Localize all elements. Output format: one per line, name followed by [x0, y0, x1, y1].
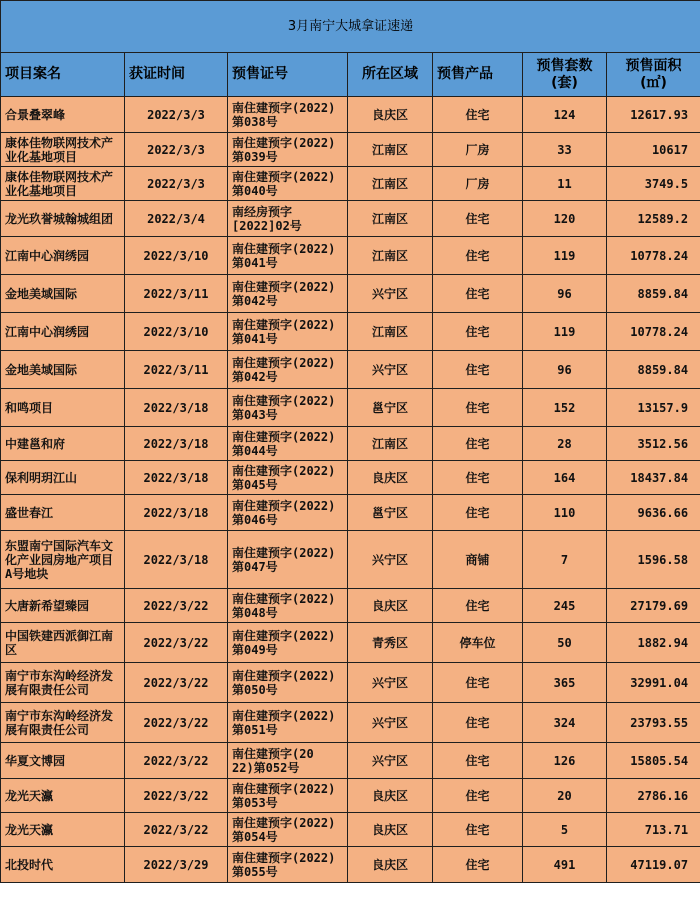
cell-district: 江南区	[348, 133, 433, 167]
cell-permit-date: 2022/3/18	[125, 495, 228, 531]
cell-area: 713.71	[607, 813, 700, 847]
cell-product-type: 住宅	[433, 779, 523, 813]
table-row	[1, 623, 700, 663]
cell-permit-number: 南住建预字(2022) 第051号	[228, 703, 348, 743]
table-row	[1, 97, 700, 133]
cell-product-type: 住宅	[433, 461, 523, 495]
cell-permit-date: 2022/3/18	[125, 461, 228, 495]
table-row	[1, 813, 700, 847]
cell-area: 3512.56	[607, 427, 700, 461]
cell-area: 9636.66	[607, 495, 700, 531]
cell-district: 江南区	[348, 201, 433, 237]
cell-project-name: 北投时代	[1, 847, 125, 883]
cell-project-name: 合景叠翠峰	[1, 97, 125, 133]
cell-project-name: 龙光天瀛	[1, 779, 125, 813]
cell-area: 27179.69	[607, 589, 700, 623]
cell-area: 10778.24	[607, 313, 700, 351]
cell-district: 良庆区	[348, 461, 433, 495]
cell-permit-number: 南住建预字(2022) 第039号	[228, 133, 348, 167]
cell-district: 兴宁区	[348, 663, 433, 703]
header-permit-date: 获证时间	[125, 53, 228, 97]
cell-unit-count: 124	[523, 97, 607, 133]
cell-project-name: 康体佳物联网技术产业化基地项目	[1, 133, 125, 167]
cell-permit-date: 2022/3/18	[125, 427, 228, 461]
cell-area: 18437.84	[607, 461, 700, 495]
table-title: 3月南宁大城拿证速递	[1, 1, 700, 53]
cell-product-type: 住宅	[433, 663, 523, 703]
cell-permit-number: 南住建预字(2022) 第040号	[228, 167, 348, 201]
cell-project-name: 和鸣项目	[1, 389, 125, 427]
cell-district: 青秀区	[348, 623, 433, 663]
cell-district: 兴宁区	[348, 351, 433, 389]
cell-unit-count: 11	[523, 167, 607, 201]
table-row	[1, 351, 700, 389]
cell-district: 江南区	[348, 167, 433, 201]
cell-permit-date: 2022/3/10	[125, 237, 228, 275]
cell-product-type: 住宅	[433, 743, 523, 779]
cell-area: 13157.9	[607, 389, 700, 427]
cell-project-name: 龙光天瀛	[1, 813, 125, 847]
cell-area: 10778.24	[607, 237, 700, 275]
cell-district: 良庆区	[348, 813, 433, 847]
cell-product-type: 厂房	[433, 167, 523, 201]
cell-permit-date: 2022/3/18	[125, 531, 228, 589]
table-row	[1, 275, 700, 313]
table-row	[1, 427, 700, 461]
cell-area: 2786.16	[607, 779, 700, 813]
cell-permit-date: 2022/3/18	[125, 389, 228, 427]
cell-district: 良庆区	[348, 589, 433, 623]
cell-permit-number: 南住建预字(2022) 第050号	[228, 663, 348, 703]
cell-district: 邕宁区	[348, 389, 433, 427]
cell-product-type: 住宅	[433, 589, 523, 623]
cell-permit-number: 南住建预字(2022) 第038号	[228, 97, 348, 133]
cell-project-name: 保利明玥江山	[1, 461, 125, 495]
cell-district: 兴宁区	[348, 743, 433, 779]
cell-unit-count: 120	[523, 201, 607, 237]
cell-area: 12617.93	[607, 97, 700, 133]
header-permit-number: 预售证号	[228, 53, 348, 97]
cell-area: 23793.55	[607, 703, 700, 743]
cell-unit-count: 245	[523, 589, 607, 623]
cell-permit-number: 南住建预字(2022) 第047号	[228, 531, 348, 589]
table-row	[1, 237, 700, 275]
cell-district: 良庆区	[348, 847, 433, 883]
cell-product-type: 厂房	[433, 133, 523, 167]
cell-project-name: 江南中心润绣园	[1, 237, 125, 275]
cell-unit-count: 110	[523, 495, 607, 531]
cell-area: 8859.84	[607, 275, 700, 313]
table-row	[1, 703, 700, 743]
table-row	[1, 133, 700, 167]
cell-permit-number: 南经房预字 [2022]02号	[228, 201, 348, 237]
cell-product-type: 停车位	[433, 623, 523, 663]
header-product-type: 预售产品	[433, 53, 523, 97]
table-row	[1, 847, 700, 883]
cell-product-type: 住宅	[433, 495, 523, 531]
table-title-row	[1, 1, 700, 53]
cell-unit-count: 33	[523, 133, 607, 167]
cell-product-type: 住宅	[433, 389, 523, 427]
cell-permit-date: 2022/3/3	[125, 167, 228, 201]
cell-permit-date: 2022/3/11	[125, 275, 228, 313]
cell-permit-date: 2022/3/22	[125, 743, 228, 779]
cell-unit-count: 164	[523, 461, 607, 495]
table-row	[1, 389, 700, 427]
cell-district: 江南区	[348, 313, 433, 351]
cell-project-name: 中建邕和府	[1, 427, 125, 461]
cell-permit-number: 南住建预字(2022) 第049号	[228, 623, 348, 663]
cell-unit-count: 119	[523, 237, 607, 275]
cell-area: 8859.84	[607, 351, 700, 389]
cell-product-type: 住宅	[433, 237, 523, 275]
table-row	[1, 461, 700, 495]
table-row	[1, 779, 700, 813]
cell-district: 良庆区	[348, 779, 433, 813]
cell-unit-count: 152	[523, 389, 607, 427]
cell-unit-count: 50	[523, 623, 607, 663]
cell-permit-date: 2022/3/22	[125, 813, 228, 847]
cell-project-name: 大唐新希望臻园	[1, 589, 125, 623]
cell-unit-count: 96	[523, 351, 607, 389]
cell-permit-number: 南住建预字(2022) 第041号	[228, 237, 348, 275]
column-header-row	[1, 53, 700, 97]
header-area: 预售面积 (㎡)	[607, 53, 700, 97]
cell-unit-count: 96	[523, 275, 607, 313]
cell-permit-date: 2022/3/4	[125, 201, 228, 237]
cell-area: 32991.04	[607, 663, 700, 703]
cell-permit-number: 南住建预字(2022) 第048号	[228, 589, 348, 623]
cell-permit-number: 南住建预字(2022) 第053号	[228, 779, 348, 813]
cell-area: 47119.07	[607, 847, 700, 883]
cell-product-type: 住宅	[433, 703, 523, 743]
cell-district: 兴宁区	[348, 703, 433, 743]
cell-permit-number: 南住建预字(2022) 第045号	[228, 461, 348, 495]
cell-permit-date: 2022/3/22	[125, 623, 228, 663]
cell-unit-count: 5	[523, 813, 607, 847]
cell-permit-number: 南住建预字(2022) 第043号	[228, 389, 348, 427]
cell-district: 兴宁区	[348, 531, 433, 589]
cell-project-name: 盛世春江	[1, 495, 125, 531]
cell-unit-count: 7	[523, 531, 607, 589]
table-row	[1, 743, 700, 779]
cell-permit-date: 2022/3/3	[125, 97, 228, 133]
cell-unit-count: 126	[523, 743, 607, 779]
cell-area: 1596.58	[607, 531, 700, 589]
cell-permit-number: 南住建预字(20 22)第052号	[228, 743, 348, 779]
cell-district: 江南区	[348, 427, 433, 461]
cell-permit-number: 南住建预字(2022) 第046号	[228, 495, 348, 531]
header-unit-count: 预售套数 (套)	[523, 53, 607, 97]
cell-district: 邕宁区	[348, 495, 433, 531]
cell-unit-count: 365	[523, 663, 607, 703]
table-row	[1, 531, 700, 589]
cell-project-name: 中国铁建西派御江南区	[1, 623, 125, 663]
cell-project-name: 康体佳物联网技术产业化基地项目	[1, 167, 125, 201]
cell-project-name: 江南中心润绣园	[1, 313, 125, 351]
cell-project-name: 金地美域国际	[1, 351, 125, 389]
cell-product-type: 商铺	[433, 531, 523, 589]
cell-unit-count: 20	[523, 779, 607, 813]
cell-project-name: 南宁市东沟岭经济发展有限责任公司	[1, 703, 125, 743]
table-row	[1, 589, 700, 623]
table-row	[1, 201, 700, 237]
cell-district: 江南区	[348, 237, 433, 275]
cell-permit-number: 南住建预字(2022) 第055号	[228, 847, 348, 883]
cell-permit-number: 南住建预字(2022) 第044号	[228, 427, 348, 461]
cell-area: 15805.54	[607, 743, 700, 779]
cell-project-name: 华夏文博园	[1, 743, 125, 779]
table-row	[1, 663, 700, 703]
cell-project-name: 金地美域国际	[1, 275, 125, 313]
cell-permit-date: 2022/3/29	[125, 847, 228, 883]
cell-area: 10617	[607, 133, 700, 167]
cell-permit-date: 2022/3/22	[125, 589, 228, 623]
cell-district: 兴宁区	[348, 275, 433, 313]
table-row	[1, 167, 700, 201]
cell-product-type: 住宅	[433, 201, 523, 237]
header-district: 所在区域	[348, 53, 433, 97]
table-row	[1, 495, 700, 531]
cell-product-type: 住宅	[433, 351, 523, 389]
cell-permit-date: 2022/3/22	[125, 779, 228, 813]
cell-unit-count: 119	[523, 313, 607, 351]
cell-project-name: 龙光玖誉城翰城组团	[1, 201, 125, 237]
cell-product-type: 住宅	[433, 97, 523, 133]
cell-product-type: 住宅	[433, 275, 523, 313]
cell-district: 良庆区	[348, 97, 433, 133]
cell-unit-count: 491	[523, 847, 607, 883]
cell-project-name: 东盟南宁国际汽车文化产业园房地产项目A号地块	[1, 531, 125, 589]
cell-product-type: 住宅	[433, 313, 523, 351]
cell-permit-number: 南住建预字(2022) 第041号	[228, 313, 348, 351]
cell-product-type: 住宅	[433, 847, 523, 883]
cell-area: 1882.94	[607, 623, 700, 663]
cell-area: 3749.5	[607, 167, 700, 201]
cell-permit-date: 2022/3/22	[125, 663, 228, 703]
cell-product-type: 住宅	[433, 427, 523, 461]
cell-permit-date: 2022/3/22	[125, 703, 228, 743]
cell-project-name: 南宁市东沟岭经济发展有限责任公司	[1, 663, 125, 703]
table-row	[1, 313, 700, 351]
cell-permit-date: 2022/3/10	[125, 313, 228, 351]
table-body	[1, 97, 700, 883]
cell-area: 12589.2	[607, 201, 700, 237]
cell-unit-count: 28	[523, 427, 607, 461]
cell-permit-date: 2022/3/11	[125, 351, 228, 389]
header-project-name: 项目案名	[1, 53, 125, 97]
cell-permit-number: 南住建预字(2022) 第042号	[228, 275, 348, 313]
cell-permit-number: 南住建预字(2022) 第042号	[228, 351, 348, 389]
cell-product-type: 住宅	[433, 813, 523, 847]
cell-unit-count: 324	[523, 703, 607, 743]
cell-permit-date: 2022/3/3	[125, 133, 228, 167]
cell-permit-number: 南住建预字(2022) 第054号	[228, 813, 348, 847]
